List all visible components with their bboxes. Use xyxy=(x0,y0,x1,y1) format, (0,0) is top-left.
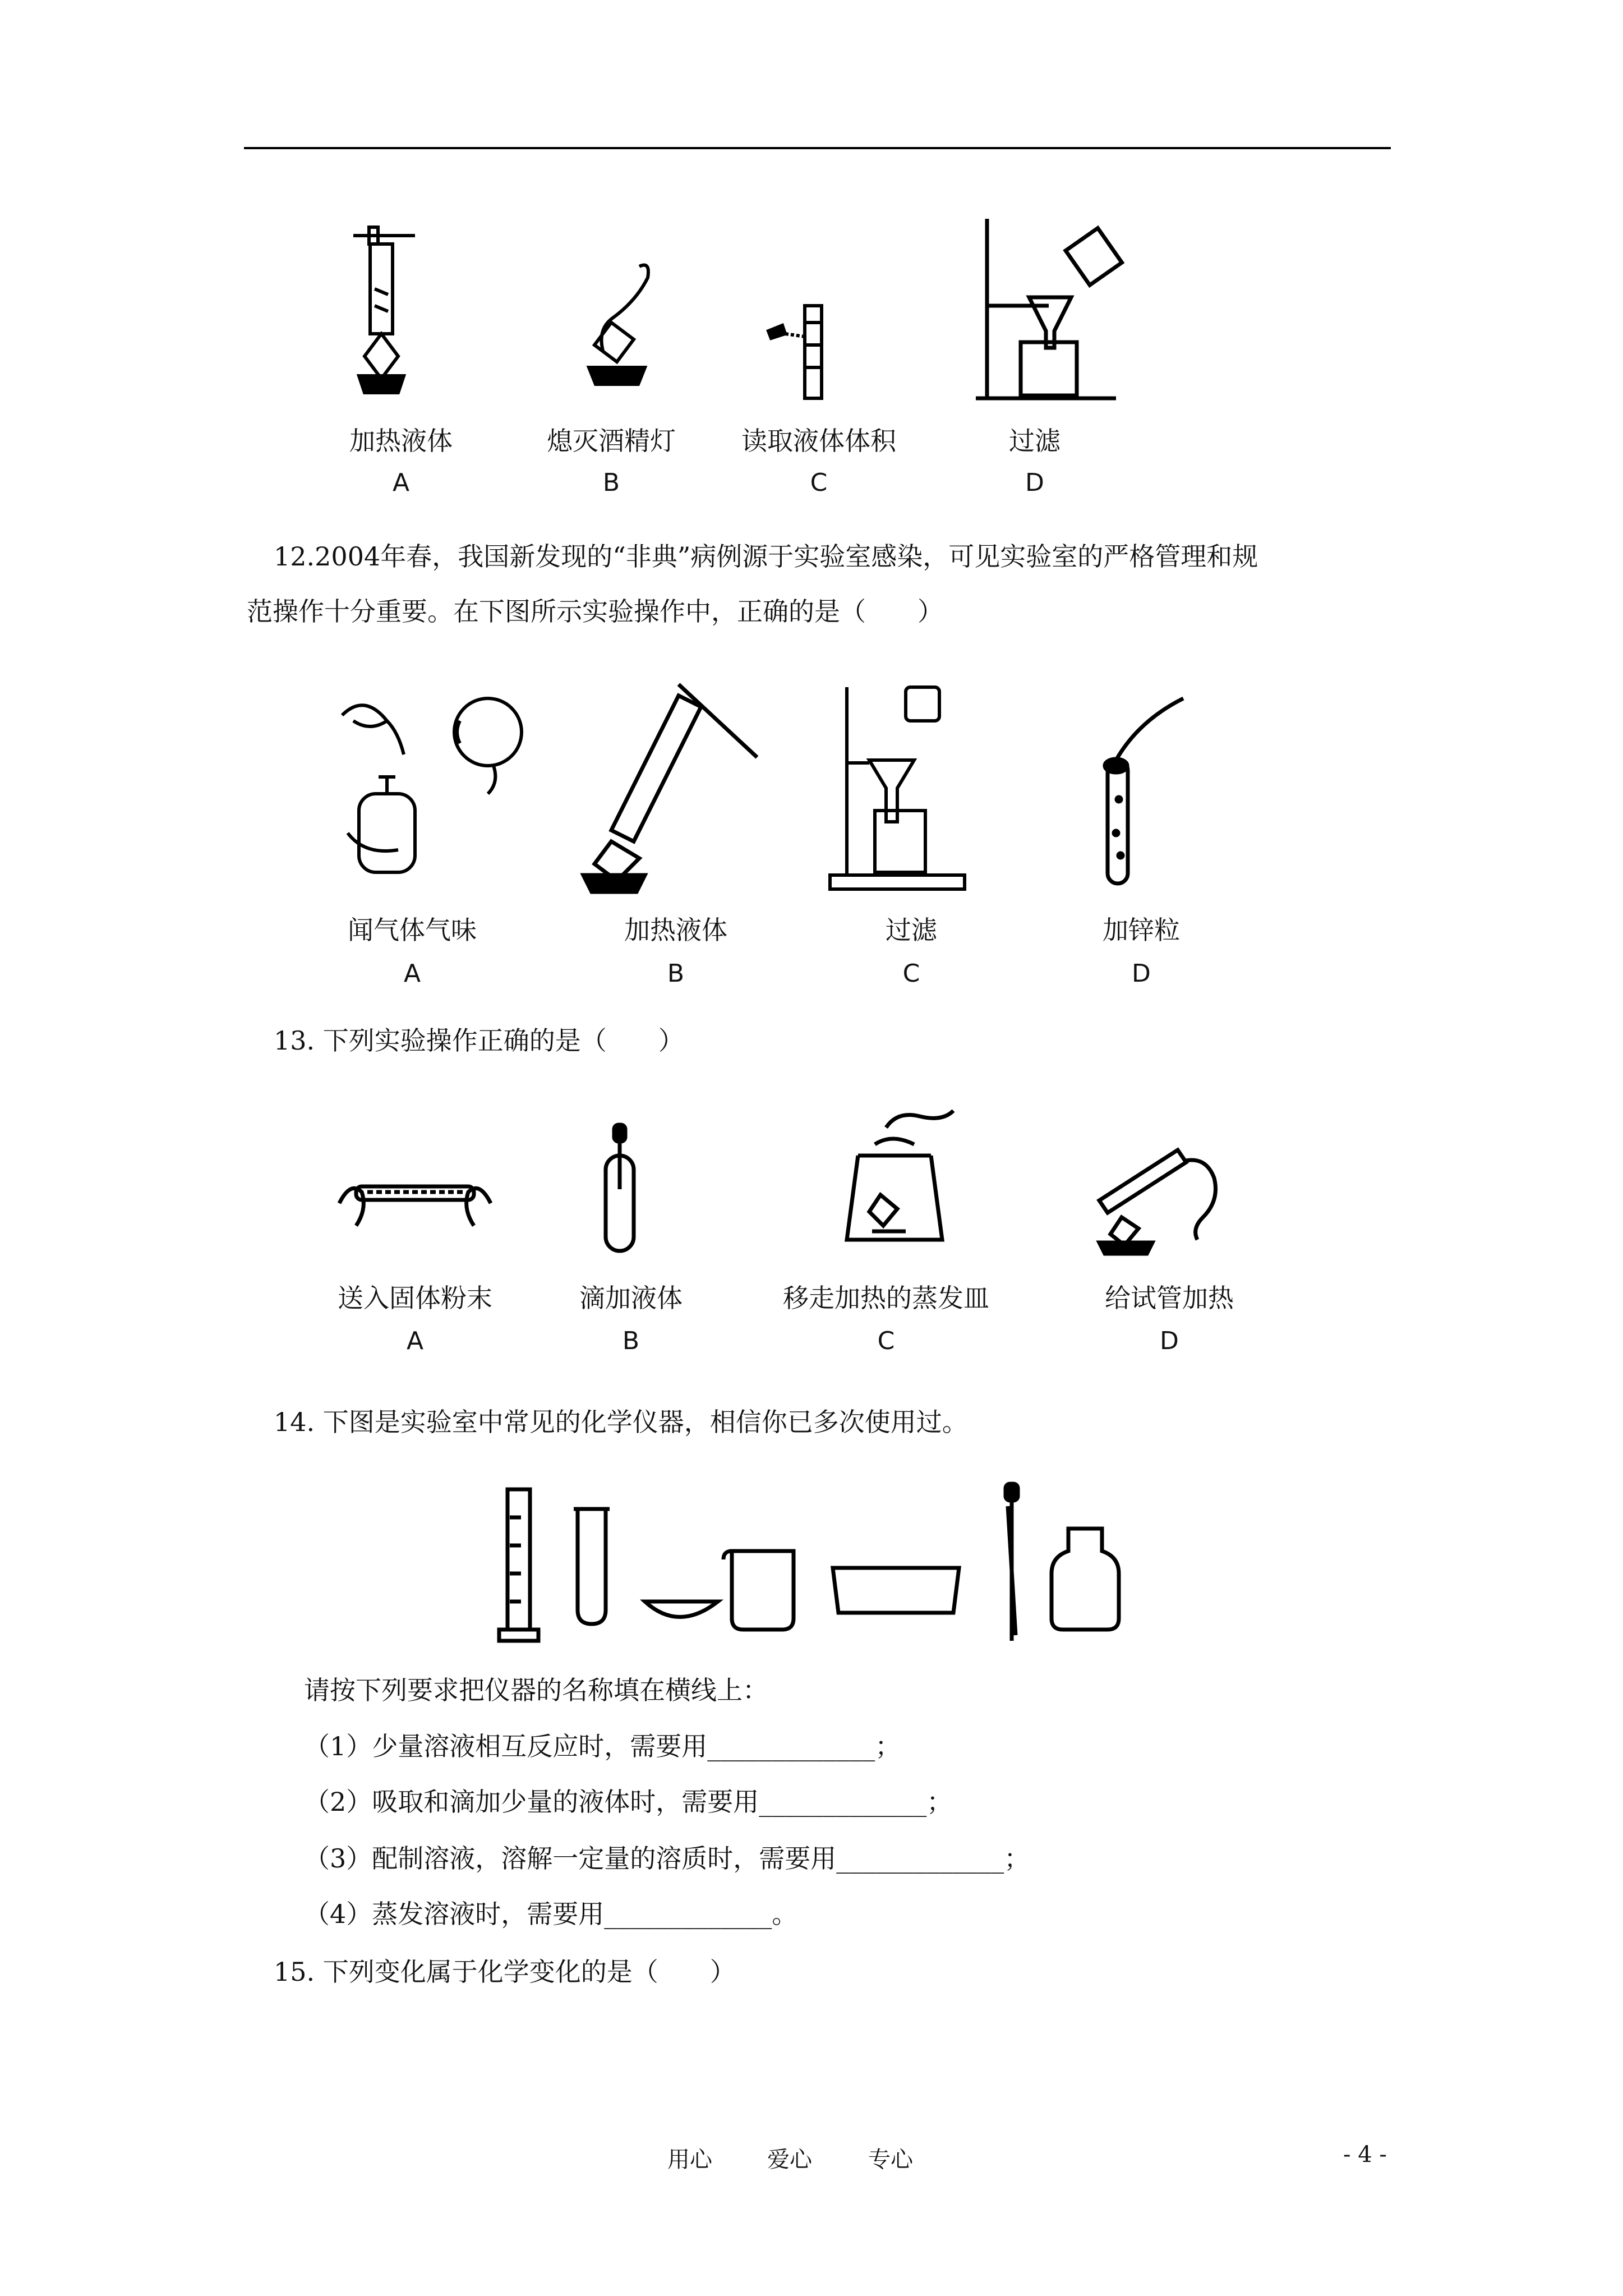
q14-question: 14. 下图是实验室中常见的化学仪器，相信你已多次使用过。 xyxy=(274,1407,968,1437)
evaporating-dish-icon xyxy=(645,1602,718,1617)
q14-subquestion-2: （2）吸取和滴加少量的液体时，需要用_____________； xyxy=(304,1787,953,1817)
heating-test-tube-illustration xyxy=(566,673,780,898)
footer-motto-1: 用心 xyxy=(667,2147,712,2173)
q11-caption-b: 熄灭酒精灯 xyxy=(547,426,676,456)
powder-into-tube-illustration xyxy=(334,1170,496,1237)
read-volume-illustration xyxy=(757,300,847,401)
dropper-icon xyxy=(1006,1484,1018,1641)
q13-letter-a: A xyxy=(406,1327,424,1355)
q13-letter-c: C xyxy=(877,1327,895,1355)
q14-subquestion-3: （3）配制溶液，溶解一定量的溶质时，需要用_____________； xyxy=(304,1843,1030,1874)
footer-motto-3: 专心 xyxy=(868,2147,913,2173)
q12-caption-b: 加热液体 xyxy=(624,915,727,945)
dropping-liquid-illustration xyxy=(589,1122,656,1257)
q13-letter-b: B xyxy=(622,1327,640,1355)
q12-letter-c: C xyxy=(902,959,920,988)
footer-motto-2: 爱心 xyxy=(767,2147,812,2173)
q12-line-2: 范操作十分重要。在下图所示实验操作中，正确的是（ ） xyxy=(247,596,943,627)
page-number: - 4 - xyxy=(1343,2142,1387,2168)
heating-liquid-illustration xyxy=(331,222,443,401)
q11-caption-d: 过滤 xyxy=(1009,426,1061,456)
filtration-illustration-2 xyxy=(824,682,970,895)
q13-question: 13. 下列实验操作正确的是（ ） xyxy=(274,1025,684,1056)
q12-caption-d: 加锌粒 xyxy=(1103,915,1180,945)
test-tube-icon xyxy=(574,1509,610,1624)
extinguish-lamp-illustration xyxy=(566,255,679,395)
q12-letter-a: A xyxy=(403,959,421,988)
q13-caption-c: 移走加热的蒸发皿 xyxy=(783,1283,989,1313)
q11-letter-c: C xyxy=(810,468,828,497)
reagent-bottle-icon xyxy=(1052,1529,1119,1630)
q11-caption-c: 读取液体体积 xyxy=(741,426,896,456)
q13-letter-d: D xyxy=(1160,1327,1179,1355)
q12-caption-c: 过滤 xyxy=(886,915,937,945)
remove-evaporating-dish-illustration xyxy=(824,1105,970,1251)
q15-question: 15. 下列变化属于化学变化的是（ ） xyxy=(274,1957,736,1987)
q13-caption-b: 滴加液体 xyxy=(579,1283,683,1313)
q12-caption-a: 闻气体气味 xyxy=(348,915,477,945)
graduated-cylinder-icon xyxy=(499,1489,538,1641)
header-rule xyxy=(244,147,1391,149)
filtration-illustration xyxy=(970,213,1127,407)
q11-letter-b: B xyxy=(602,468,620,497)
smell-gas-illustration xyxy=(331,682,533,895)
trough-icon xyxy=(833,1568,959,1613)
q13-caption-d: 给试管加热 xyxy=(1105,1283,1234,1313)
q11-caption-a: 加热液体 xyxy=(349,426,453,456)
q11-letter-d: D xyxy=(1025,468,1044,497)
add-zinc-illustration xyxy=(1094,687,1223,889)
q11-letter-a: A xyxy=(392,468,410,497)
q14-instruction: 请按下列要求把仪器的名称填在横线上： xyxy=(304,1675,768,1705)
lab-instruments-illustration xyxy=(496,1484,1130,1646)
q12-letter-d: D xyxy=(1132,959,1151,988)
beaker-icon xyxy=(723,1551,794,1630)
q12-line-1: 12.2004年春，我国新发现的“非典”病例源于实验室感染，可见实验室的严格管理和规 xyxy=(274,541,1258,572)
q14-subquestion-1: （1）少量溶液相互反应时，需要用_____________； xyxy=(304,1731,901,1761)
heating-test-tube-illustration-2 xyxy=(1088,1139,1228,1257)
q12-letter-b: B xyxy=(667,959,685,988)
q13-caption-a: 送入固体粉末 xyxy=(338,1283,492,1313)
q14-subquestion-4: （4）蒸发溶液时，需要用_____________。 xyxy=(304,1899,798,1929)
